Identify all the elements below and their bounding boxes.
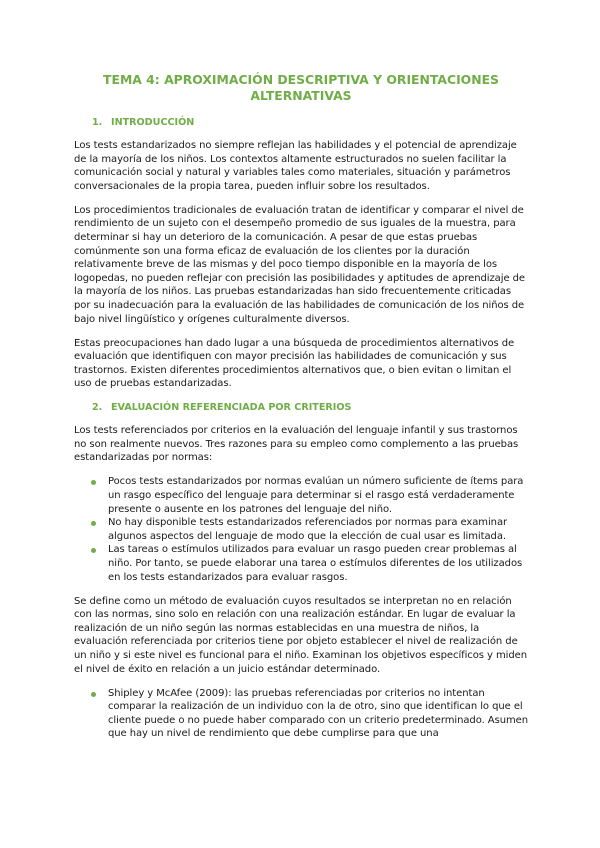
bullet-dot-icon [91, 548, 96, 553]
paragraph: Los tests referenciados por criterios en la evaluación del lenguaje infantil y sus trastornos no son realmente nuevos. Tres razones para su empleo como complemento a las pruebas estandarizadas por normas: [74, 425, 519, 464]
list-item-text: Pocos tests estandarizados por normas evalúan un número suficiente de ítems para un rasgo específico del lenguaje para determinar si el rasgo está verdaderamente presente o ausente en los patrones del lenguaje del niño. [108, 476, 524, 515]
list-item [108, 543, 528, 584]
section-heading-text: EVALUACIÓN REFERENCIADA POR CRITERIOS [111, 402, 352, 414]
bullet-list [74, 475, 528, 584]
bullet-dot-icon [91, 480, 96, 485]
paragraph: Se define como un método de evaluación cuyos resultados se interpretan no en relación con las normas, sino solo en relación con una realización estándar. En lugar de evaluar la realización de un niño según las normas establecidas en una muestra de niños, la evaluación referenciada por criterios tiene por objeto establecer el nivel de realización de un niño y si este nivel es funcional para el niño. Examinan los objetivos específicos y miden el nivel de éxito en relación a un juicio estándar determinado. [74, 595, 527, 675]
paragraph: Los procedimientos tradicionales de evaluación tratan de identificar y comparar el nivel de rendimiento de un sujeto con el desempeño promedio de sus iguales de la muestra, para determinar si hay un deterioro de la comunicación. A pesar de que estas pruebas comúnmente son una forma eficaz de evaluación de los clientes por la duración relativamente breve de las mismas y del poco tiempo disponible en la mayoría de los logopedas, no pueden reflejar con precisión las posibilidades y aptitudes de aprendizaje de la mayoría de los niños. Las pruebas estandarizadas han sido frecuentemente criticadas por su inadecuación para la evaluación de las habilidades de comunicación de los niños de bajo nivel lingüístico y orígenes culturalmente diversos. [74, 204, 526, 325]
section-heading-introduccion [74, 116, 528, 129]
document-title: TEMA 4: APROXIMACIÓN DESCRIPTIVA Y ORIENTACIONES ALTERNATIVAS [103, 72, 499, 103]
section-heading-text: INTRODUCCIÓN [111, 117, 195, 128]
list-item [108, 516, 528, 543]
paragraph: Los tests estandarizados no siempre reflejan las habilidades y el potencial de aprendizaje de la mayoría de los niños. Los contextos altamente estructurados no suelen facilitar la comunicación social y natural y variables tales como materiales, situación y parámetros conversacionales de la propia tarea, pueden influir sobre los resultados. [74, 140, 517, 192]
bullet-list [74, 687, 528, 741]
list-item-text: Shipley y McAfee (2009): las pruebas referenciadas por criterios no intentan comparar la realización de un individuo con la de otro, sino que identifican lo que el cliente puede o no puede haber comparado con un criterio predeterminado. Asumen que hay un nivel de rendimiento que debe cumplirse para que una [108, 687, 528, 740]
bullet-dot-icon [91, 692, 96, 697]
list-item-text: No hay disponible tests estandarizados referenciados por normas para examinar algunos aspectos del lenguaje de modo que la elección de cual usar es limitada. [108, 517, 508, 542]
section-number: 1. [92, 117, 103, 128]
section-heading-evaluacion [74, 401, 528, 414]
list-item-text: Las tareas o estímulos utilizados para evaluar un rasgo pueden crear problemas al niño. Por tanto, se puede elaborar una tarea o estímulos diferentes de los utilizados en los tests estandarizados para evaluar rasgos. [108, 544, 523, 583]
section-number: 2. [92, 402, 103, 414]
paragraph: Estas preocupaciones han dado lugar a una búsqueda de procedimientos alternativos de evaluación que identifiquen con mayor precisión las habilidades de comunicación y sus trastornos. Existen diferentes procedimientos alternativos que, o bien evitan o limitan el uso de pruebas estandarizadas. [74, 337, 515, 390]
list-item [108, 475, 528, 516]
list-item [108, 687, 528, 741]
bullet-dot-icon [91, 521, 96, 526]
document-page [74, 72, 528, 751]
